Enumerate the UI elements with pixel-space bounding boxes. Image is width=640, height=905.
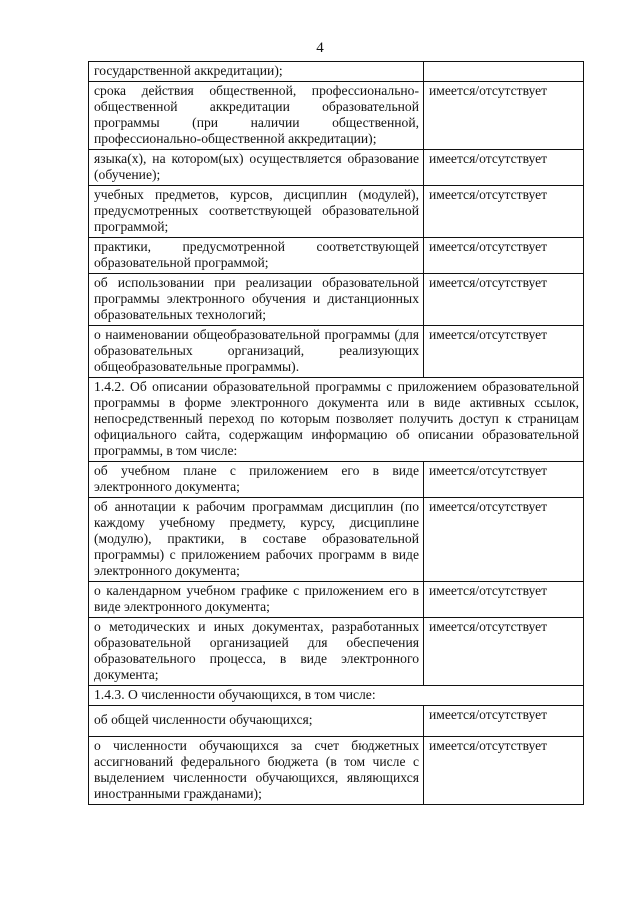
status-cell: имеется/отсутствует [424,498,584,582]
table-row [89,62,584,82]
criterion-text: о календарном учебном графике с приложением его в виде электронного документа; [89,582,424,618]
criterion-text: об общей численности обучающихся; [89,706,424,737]
status-cell: имеется/отсутствует [424,274,584,326]
status-cell: имеется/отсутствует [424,618,584,686]
criterion-text: государственной аккредитации); [89,62,424,82]
table-row [89,150,584,186]
table-row [89,186,584,238]
status-cell: имеется/отсутствует [424,238,584,274]
section-row [89,686,584,706]
page-number: 4 [316,40,324,56]
section-heading-1-4-3: 1.4.3. О численности обучающихся, в том числе: [89,686,584,706]
section-heading-1-4-2: 1.4.2. Об описании образовательной программы с приложением образовательной программы в форме электронного документа или в виде активных ссылок, непосредственный переход по которым позволяет получить доступ к страницам официального сайта, содержащим информацию об описании образовательной программы, в том числе: [89,378,584,462]
status-cell: имеется/отсутствует [424,462,584,498]
criterion-text: о численности обучающихся за счет бюджетных ассигнований федерального бюджета (в том числе с выделением численности обучающихся, являющихся иностранными гражданами); [89,737,424,805]
criterion-text: учебных предметов, курсов, дисциплин (модулей), предусмотренных соответствующей образовательной программой; [89,186,424,238]
status-cell [424,62,584,82]
criterion-text: об учебном плане с приложением его в виде электронного документа; [89,462,424,498]
criterion-text: о методических и иных документах, разработанных образовательной организацией для обеспечения образовательного процесса, в виде электронного документа; [89,618,424,686]
criterion-text: о наименовании общеобразовательной программы (для образовательных организаций, реализующих общеобразовательные программы). [89,326,424,378]
status-cell: имеется/отсутствует [424,186,584,238]
table-row [89,737,584,805]
status-cell: имеется/отсутствует [424,326,584,378]
table-row [89,618,584,686]
table-row [89,82,584,150]
status-cell: имеется/отсутствует [424,582,584,618]
criterion-text: срока действия общественной, профессионально-общественной аккредитации образовательной программы (при наличии общественной, профессионально-общественной аккредитации); [89,82,424,150]
status-cell: имеется/отсутствует [424,706,584,737]
table-row [89,238,584,274]
table-row [89,498,584,582]
criterion-text: об использовании при реализации образовательной программы электронного обучения и дистанционных образовательных технологий; [89,274,424,326]
status-cell: имеется/отсутствует [424,82,584,150]
status-cell: имеется/отсутствует [424,737,584,805]
table-row [89,706,584,737]
table-row [89,582,584,618]
table-row [89,462,584,498]
criteria-table [88,61,584,805]
status-cell: имеется/отсутствует [424,150,584,186]
table-row [89,274,584,326]
criterion-text: практики, предусмотренной соответствующей образовательной программой; [89,238,424,274]
table-row [89,326,584,378]
criterion-text: об аннотации к рабочим программам дисциплин (по каждому учебному предмету, курсу, дисциплине (модулю), практики, в составе образовательной программы) с приложением рабочих программ в виде электронного документа; [89,498,424,582]
section-row [89,378,584,462]
criterion-text: языка(х), на котором(ых) осуществляется образование (обучение); [89,150,424,186]
